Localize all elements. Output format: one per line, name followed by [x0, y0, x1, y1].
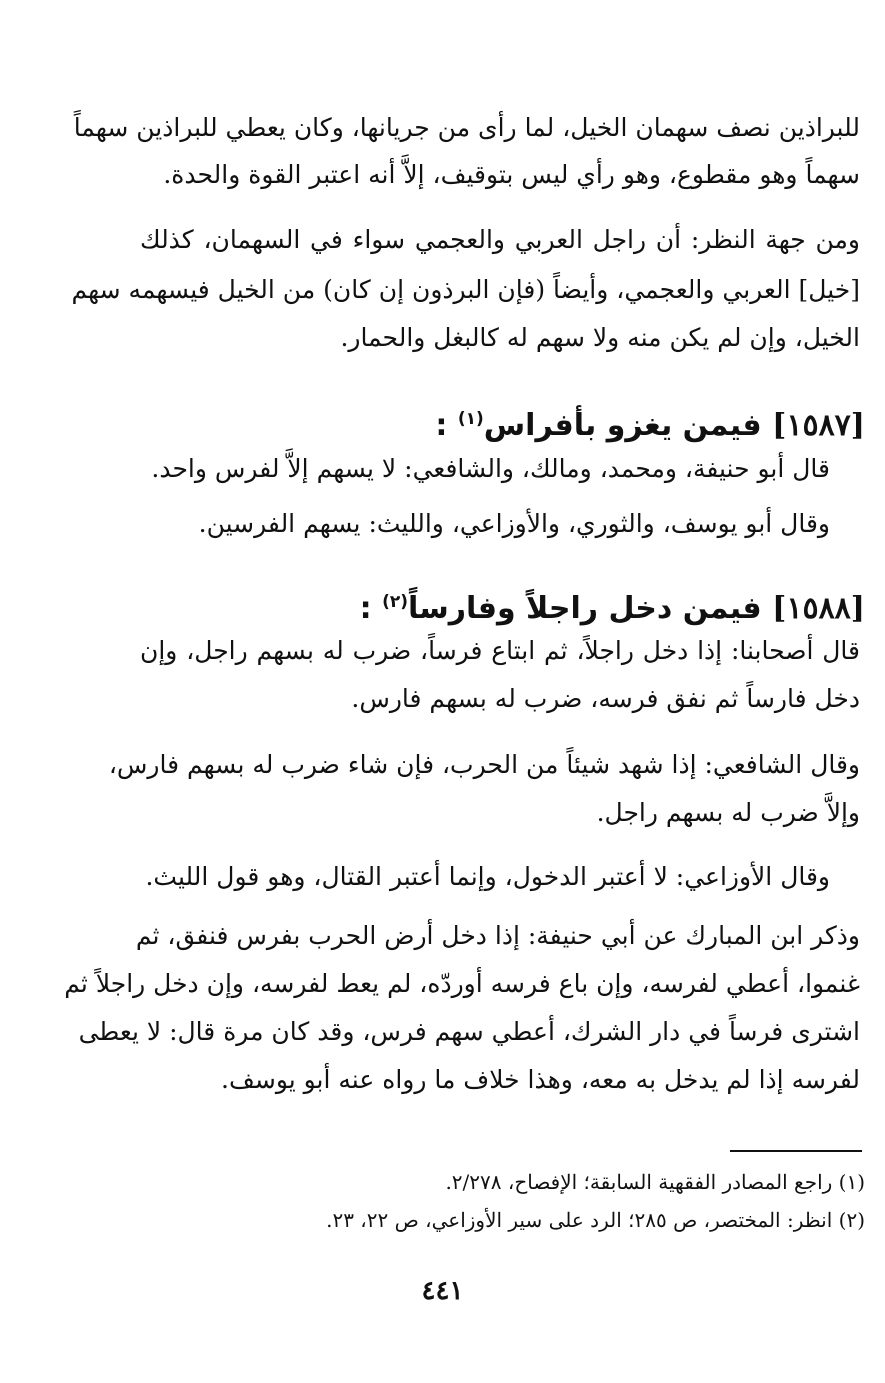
section-1588-para-d-line-4: لفرسه إذا لم يدخل به معه، وهذا خلاف ما رواه عنه أبو يوسف.	[221, 1065, 860, 1094]
section-1588-colon: :	[359, 591, 372, 626]
footnote-ref-2: (٢)	[382, 592, 409, 612]
para2-line-3: الخيل، وإن لم يكن منه ولا سهم له كالبغل والحمار.	[340, 323, 860, 352]
section-1588-para-b-line-1: وقال الشافعي: إذا شهد شيئاً من الحرب، فإن شاء ضرب له بسهم فارس،	[108, 750, 860, 779]
section-1587-line-2: وقال أبو يوسف، والثوري، والأوزاعي، والليث: يسهم الفرسين.	[198, 509, 830, 538]
section-1588-para-d-line-2: غنموا، أعطي لفرسه، وإن باع فرسه أوردّه، لم يعط لفرسه، وإن دخل راجلاً ثم	[64, 969, 860, 998]
para1-line-2: سهماً وهو مقطوع، وهو رأي ليس بتوقيف، إلاَّ أنه اعتبر القوة والحدة.	[163, 160, 860, 189]
section-1588-para-a-line-1: قال أصحابنا: إذا دخل راجلاً، ثم ابتاع فرساً، ضرب له بسهم راجل، وإن	[140, 636, 860, 665]
section-1588-para-d-line-1: وذكر ابن المبارك عن أبي حنيفة: إذا دخل أرض الحرب بفرس فنفق، ثم	[135, 921, 860, 950]
section-1587-line-1: قال أبو حنيفة، ومحمد، ومالك، والشافعي: لا يسهم إلاَّ لفرس واحد.	[151, 454, 830, 483]
section-1588-para-b-line-2: وإلاَّ ضرب له بسهم راجل.	[596, 798, 860, 827]
para1-line-1: للبراذين نصف سهمان الخيل، لما رأى من جريانها، وكان يعطي للبراذين سهماً	[73, 113, 860, 142]
section-1588-para-a-line-2: دخل فارساً ثم نفق فرسه، ضرب له بسهم فارس.	[351, 684, 860, 713]
section-1588-para-c-line-1: وقال الأوزاعي: لا أعتبر الدخول، وإنما أعتبر القتال، وهو قول الليث.	[145, 862, 830, 891]
section-1587-colon: :	[435, 408, 448, 443]
section-1587-title: فيمن يغزو بأفراس	[483, 408, 762, 443]
para2-line-1: ومن جهة النظر: أن راجل العربي والعجمي سواء في السهمان، كذلك	[140, 225, 860, 254]
section-1587-number: [١٥٨٧]	[772, 408, 865, 443]
footnote-2: (٢) انظر: المختصر، ص ٢٨٥؛ الرد على سير الأوزاعي، ص ٢٢، ٢٣.	[326, 1208, 865, 1232]
section-1588-title: فيمن دخل راجلاً وفارساً	[408, 591, 762, 626]
section-1588-heading	[360, 577, 865, 634]
section-1588-number: [١٥٨٨]	[772, 591, 865, 626]
footnote-ref-1: (١)	[457, 409, 484, 429]
footnote-1: (١) راجع المصادر الفقهية السابقة؛ الإفصاح، ٢/٢٧٨.	[445, 1170, 865, 1194]
footnote-separator	[730, 1150, 862, 1152]
section-1588-para-d-line-3: اشترى فرساً في دار الشرك، أعطي سهم فرس، وقد كان مرة قال: لا يعطى	[78, 1017, 860, 1046]
page-number: ٤٤١	[421, 1276, 464, 1306]
para2-line-2: [خيل] العربي والعجمي، وأيضاً (فإن البرذون إن كان) من الخيل فيسهمه سهم	[71, 275, 860, 304]
section-1587-heading	[435, 394, 865, 451]
